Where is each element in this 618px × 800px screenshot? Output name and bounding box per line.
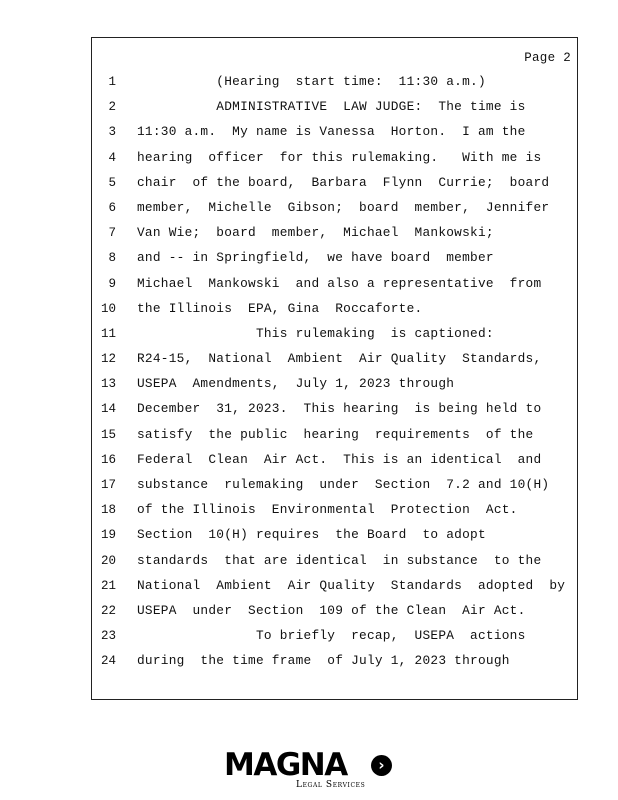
- transcript-line: [92, 174, 577, 199]
- transcript-line: [92, 350, 577, 375]
- line-text: Section 10(H) requires the Board to adopt: [137, 527, 486, 543]
- line-number: 7: [108, 226, 116, 241]
- line-text: Federal Clean Air Act. This is an identical and: [137, 451, 542, 467]
- line-number: 18: [100, 503, 116, 518]
- transcript-line: [92, 451, 577, 476]
- line-number: 6: [108, 200, 116, 215]
- transcript-line: [92, 501, 577, 526]
- transcript-page: [91, 37, 578, 700]
- transcript-lines: [92, 73, 577, 678]
- transcript-line: [92, 426, 577, 451]
- line-number: 4: [108, 150, 116, 165]
- line-text: National Ambient Air Quality Standards adopted by: [137, 577, 566, 593]
- line-number: 13: [100, 377, 116, 392]
- transcript-line: [92, 199, 577, 224]
- line-number: 1: [108, 75, 116, 89]
- line-number: 2: [108, 100, 116, 115]
- line-number: 14: [100, 402, 116, 417]
- transcript-line: [92, 526, 577, 551]
- transcript-line: [92, 73, 577, 98]
- transcript-line: [92, 476, 577, 501]
- line-number: 24: [100, 654, 116, 669]
- line-text: substance rulemaking under Section 7.2 and 10(H): [137, 477, 550, 492]
- line-text: (Hearing start time: 11:30 a.m.): [137, 74, 486, 89]
- line-number: 16: [100, 452, 116, 467]
- line-text: during the time frame of July 1, 2023 through: [137, 653, 510, 669]
- transcript-line: [92, 602, 577, 627]
- logo-subtitle: Legal Services: [296, 780, 366, 790]
- line-number: 19: [100, 528, 116, 543]
- line-number: 8: [108, 251, 116, 266]
- line-text: of the Illinois Environmental Protection Act.: [137, 502, 518, 518]
- line-number: 5: [108, 175, 116, 190]
- line-text: This rulemaking is captioned:: [137, 325, 494, 341]
- transcript-line: [92, 275, 577, 300]
- line-text: Van Wie; board member, Michael Mankowski;: [137, 225, 494, 241]
- transcript-line: [92, 149, 577, 174]
- line-number: 9: [108, 276, 116, 291]
- line-text: December 31, 2023. This hearing is being held to: [137, 401, 542, 417]
- line-text: 11:30 a.m. My name is Vanessa Horton. I am the: [137, 124, 526, 140]
- logo-arrow-icon: ›: [371, 755, 392, 776]
- page-number: Page 2: [524, 51, 571, 65]
- transcript-line: [92, 400, 577, 425]
- transcript-line: [92, 652, 577, 677]
- transcript-line: [92, 577, 577, 602]
- line-text: standards that are identical in substance to the: [137, 552, 542, 568]
- line-number: 20: [100, 553, 116, 568]
- magna-logo: [224, 748, 396, 792]
- line-text: and -- in Springfield, we have board member: [137, 250, 494, 266]
- transcript-line: [92, 249, 577, 274]
- line-number: 23: [100, 629, 116, 644]
- line-text: USEPA under Section 109 of the Clean Air Act.: [137, 602, 526, 618]
- line-text: the Illinois EPA, Gina Roccaforte.: [137, 300, 423, 316]
- line-text: chair of the board, Barbara Flynn Currie; board: [137, 174, 550, 190]
- line-number: 11: [100, 326, 116, 341]
- transcript-line: [92, 375, 577, 400]
- line-text: satisfy the public hearing requirements of the: [137, 426, 534, 442]
- line-text: member, Michelle Gibson; board member, Jennifer: [137, 199, 550, 215]
- line-number: 10: [100, 301, 116, 316]
- line-text: Michael Mankowski and also a representative from: [137, 275, 542, 291]
- transcript-line: [92, 224, 577, 249]
- transcript-line: [92, 300, 577, 325]
- line-text: ADMINISTRATIVE LAW JUDGE: The time is: [137, 99, 526, 115]
- line-number: 17: [100, 478, 116, 492]
- line-number: 21: [100, 578, 116, 593]
- line-number: 3: [108, 125, 116, 140]
- transcript-line: [92, 325, 577, 350]
- transcript-line: [92, 98, 577, 123]
- line-text: To briefly recap, USEPA actions: [137, 628, 526, 644]
- transcript-line: [92, 552, 577, 577]
- logo-wordmark: MAGNA: [224, 747, 347, 783]
- line-number: 22: [100, 603, 116, 618]
- line-text: hearing officer for this rulemaking. With me is: [137, 149, 542, 165]
- transcript-line: [92, 627, 577, 652]
- line-text: R24-15, National Ambient Air Quality Standards,: [137, 351, 542, 367]
- line-text: USEPA Amendments, July 1, 2023 through: [137, 376, 455, 392]
- line-number: 15: [100, 427, 116, 442]
- transcript-line: [92, 123, 577, 148]
- line-number: 12: [100, 352, 116, 367]
